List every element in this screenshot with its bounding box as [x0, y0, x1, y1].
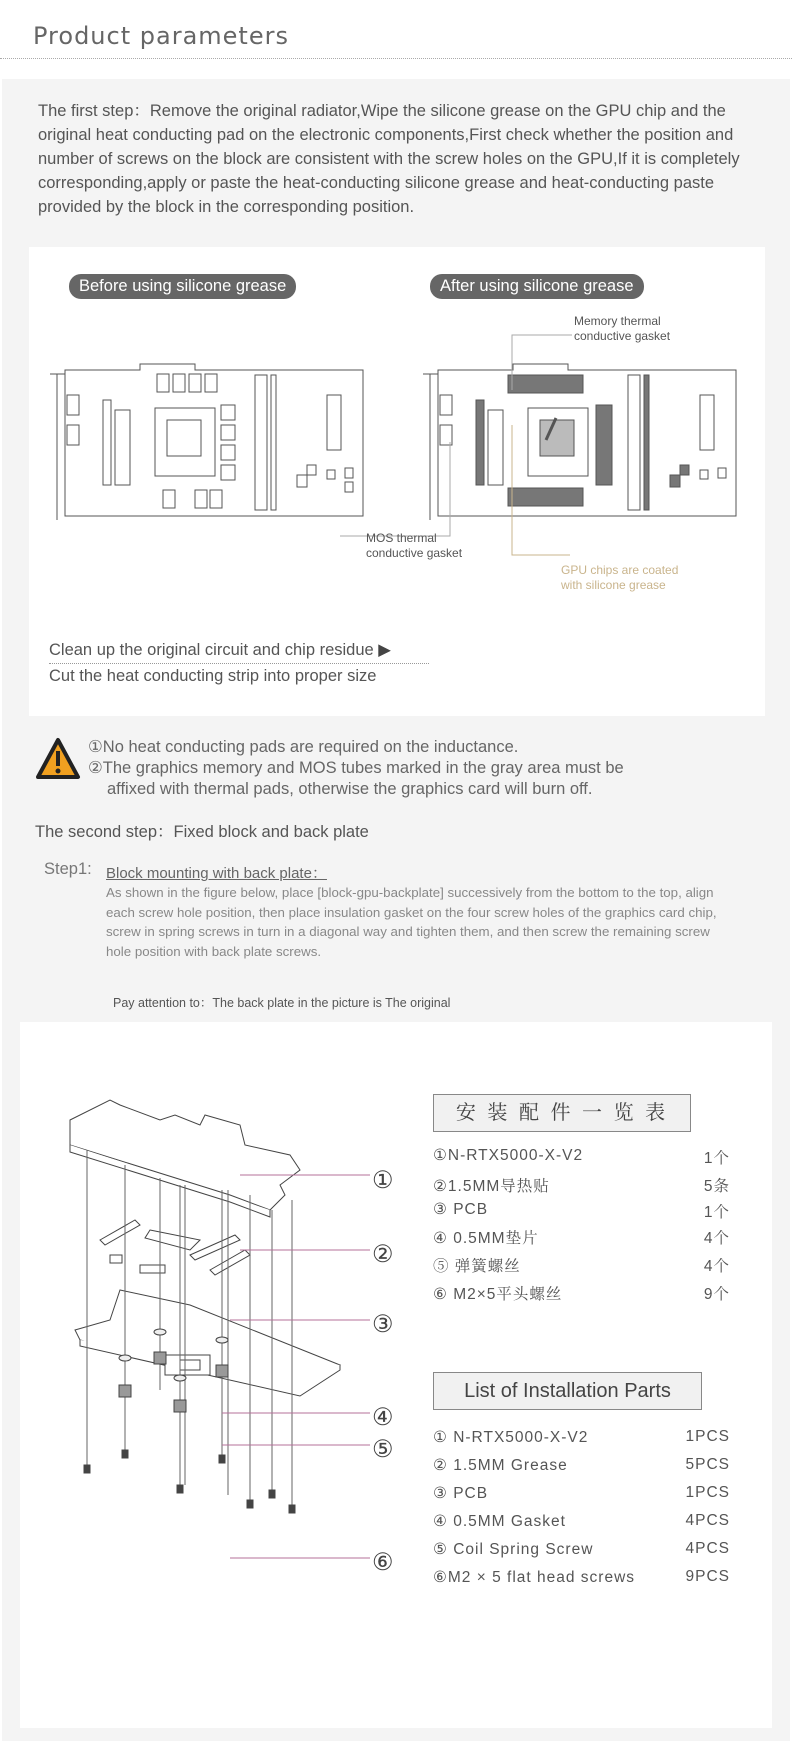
warning-icon: [35, 737, 81, 781]
parts-en-row: [433, 1512, 730, 1531]
parts-en-row: [433, 1456, 730, 1475]
attention-note: Pay attention to：The back plate in the picture is The original: [113, 996, 451, 1010]
part-name: ④ 0.5MM垫片: [433, 1230, 539, 1247]
parts-cn-row: [433, 1226, 730, 1248]
parts-en-row: [433, 1540, 730, 1559]
part-qty: 9个: [703, 1286, 730, 1303]
step-one-text: The first step：Remove the original radiator,Wipe the silicone grease on the GPU chip and the original heat conducting pad on the electronic components,First check whether the position and number of screws on the block are consistent with the screw holes on the GPU,If it is completely corresponding,apply or paste the heat-conducting silicone grease and heat-conducting paste provided by the block in the corresponding position.: [38, 102, 740, 216]
exploded-assembly-diagram: [40, 1090, 410, 1650]
part-name: ②1.5MM导热贴: [433, 1178, 550, 1195]
pcb-before-diagram: [45, 360, 390, 525]
part-qty: 1PCS: [685, 1484, 730, 1501]
parts-en-row: [433, 1428, 730, 1447]
part-qty: 1个: [703, 1150, 730, 1167]
step1-text: As shown in the figure below, place [block-gpu-backplate] successively from the bottom to the top, align each screw hole position, then place insulation gasket on the four screw holes of the graphics card chip, screw in spring screws in turn in a diagonal way and tighten them, and then screw the remaining screw hole position with back plate screws.: [106, 885, 717, 959]
memory-gasket-label: Memory thermal conductive gasket: [574, 314, 671, 343]
after-label: After using silicone grease: [430, 274, 644, 299]
part-qty: 4PCS: [685, 1512, 730, 1529]
part-name: ③ PCB: [433, 1485, 489, 1502]
parts-en-row: [433, 1484, 730, 1503]
cut-instruction: Cut the heat conducting strip into proper size: [49, 667, 377, 685]
part-name: ⑤ Coil Spring Screw: [433, 1541, 594, 1558]
part-name: ③ PCB: [433, 1201, 489, 1218]
step1-label: Step1:: [44, 860, 92, 878]
title-divider: [0, 58, 792, 59]
step-two-title: The second step：Fixed block and back plate: [35, 823, 369, 841]
step1-title: Block mounting with back plate：: [106, 865, 327, 882]
part-qty: 5条: [703, 1178, 730, 1195]
gpu-grease-label: GPU chips are coated with silicone grease: [561, 563, 679, 592]
parts-cn-row: [433, 1282, 730, 1304]
part-name: ④ 0.5MM Gasket: [433, 1513, 566, 1530]
part-name: ⑥ M2×5平头螺丝: [433, 1286, 563, 1303]
page-title: Product parameters: [33, 22, 289, 50]
part-qty: 4个: [703, 1230, 730, 1247]
warning-line-1: ①No heat conducting pads are required on the inductance.: [88, 738, 519, 756]
parts-en-row: [433, 1568, 730, 1587]
part-qty: 1PCS: [685, 1428, 730, 1445]
part-name: ② 1.5MM Grease: [433, 1457, 568, 1474]
part-name: ⑤ 弹簧螺丝: [433, 1258, 521, 1275]
callout-2: ②: [372, 1241, 394, 1268]
clean-text: Clean up the original circuit and chip residue: [49, 641, 374, 659]
part-name: ① N-RTX5000-X-V2: [433, 1429, 589, 1446]
part-qty: 4个: [703, 1258, 730, 1275]
part-qty: 9PCS: [685, 1568, 730, 1585]
parts-cn-row: [433, 1254, 730, 1276]
before-label: Before using silicone grease: [69, 274, 296, 299]
callout-1: ①: [372, 1167, 394, 1194]
parts-en-title: List of Installation Parts: [433, 1372, 702, 1410]
callout-4: ④: [372, 1404, 394, 1431]
play-arrow-icon: ▶: [373, 641, 391, 659]
callout-3: ③: [372, 1311, 394, 1338]
part-qty: 5PCS: [685, 1456, 730, 1473]
callout-5: ⑤: [372, 1436, 394, 1463]
part-qty: 4PCS: [685, 1540, 730, 1557]
warning-line-2: ②The graphics memory and MOS tubes marked in the gray area must be: [88, 759, 624, 777]
parts-cn-row: [433, 1200, 730, 1222]
part-name: ⑥M2 × 5 flat head screws: [433, 1569, 636, 1586]
parts-cn-row: [433, 1174, 730, 1196]
clean-instruction: [49, 640, 429, 664]
parts-cn-title: 安 装 配 件 一 览 表: [433, 1094, 691, 1132]
mos-gasket-label: MOS thermal conductive gasket: [366, 531, 463, 560]
callout-6: ⑥: [372, 1549, 394, 1576]
part-qty: 1个: [703, 1204, 730, 1221]
warning-line-3: affixed with thermal pads, otherwise the graphics card will burn off.: [107, 780, 593, 798]
parts-cn-row: [433, 1146, 730, 1168]
part-name: ①N-RTX5000-X-V2: [433, 1147, 584, 1164]
